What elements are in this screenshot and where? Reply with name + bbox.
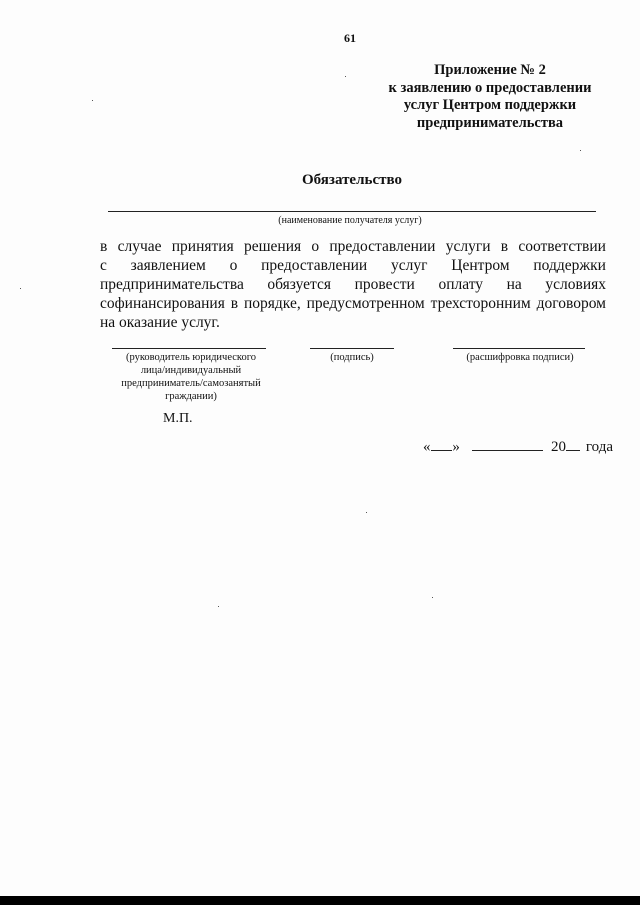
stamp-placeholder: М.П. <box>163 411 193 426</box>
body-word: трехсторонним <box>430 295 531 312</box>
body-word: обязуется <box>267 276 331 293</box>
commitment-text <box>100 237 606 332</box>
year-blank <box>566 437 580 451</box>
head-signature-line <box>112 348 266 349</box>
body-word: предоставлении <box>261 257 368 274</box>
body-word: соответствии <box>518 238 606 255</box>
head-caption-line-2: лица/индивидуальный <box>140 365 242 376</box>
signature-caption: (подпись) <box>330 352 374 363</box>
date-row <box>423 437 613 456</box>
body-word: о <box>311 238 320 255</box>
decoding-caption: (расшифровка подписи) <box>466 352 574 363</box>
scan-bottom-edge <box>0 896 640 905</box>
body-line <box>100 237 606 256</box>
appendix-line-3: услуг Центром поддержки <box>403 97 577 113</box>
scan-speck <box>92 100 93 101</box>
body-word: решения <box>243 238 302 255</box>
body-word: в <box>230 295 239 312</box>
document-title: Обязательство <box>302 172 402 188</box>
page-number: 61 <box>344 31 356 45</box>
body-word: с <box>100 257 107 274</box>
body-line <box>100 256 606 275</box>
day-blank <box>431 437 453 451</box>
body-word: на <box>506 276 522 293</box>
body-word: заявлением <box>130 257 206 274</box>
body-line <box>100 294 606 313</box>
body-word: предоставлении <box>329 238 436 255</box>
scan-speck <box>366 512 367 513</box>
body-word: предусмотренном <box>306 295 425 312</box>
head-caption-line-3: предприниматель/самозанятый <box>121 378 261 389</box>
scan-speck <box>20 288 21 289</box>
body-word: принятия <box>171 238 234 255</box>
head-caption-line-4: граждании) <box>165 391 217 402</box>
body-word: услуги <box>445 238 491 255</box>
appendix-title: Приложение № 2 <box>434 62 546 78</box>
year-suffix: года <box>585 439 613 455</box>
appendix-line-2: к заявлению о предоставлении <box>388 79 592 96</box>
head-caption <box>108 351 274 403</box>
recipient-caption: (наименование получателя услуг) <box>278 215 422 226</box>
body-last-line: на оказание услуг. <box>100 314 220 331</box>
body-word: Центром <box>451 257 510 274</box>
body-word: поддержки <box>533 257 606 274</box>
body-word: предпринимательства <box>100 276 244 293</box>
scan-speck <box>432 597 433 598</box>
year-prefix: 20 <box>551 439 567 455</box>
body-word: о <box>229 257 238 274</box>
appendix-line-4: предпринимательства <box>416 114 564 131</box>
decoding-line <box>453 348 585 349</box>
signature-line <box>310 348 394 349</box>
body-word: провести <box>354 276 415 293</box>
scan-speck <box>345 76 346 77</box>
body-word: оплату <box>438 276 484 293</box>
scan-speck <box>580 150 581 151</box>
body-word: договором <box>536 295 606 312</box>
appendix-header <box>360 62 620 132</box>
recipient-name-line <box>108 211 596 212</box>
body-word: в <box>500 238 509 255</box>
month-blank <box>472 437 543 451</box>
date-open-quote: « <box>423 439 431 455</box>
body-word: услуг <box>390 257 428 274</box>
body-word: софинансирования <box>100 295 225 312</box>
body-word: порядке, <box>244 295 301 312</box>
head-caption-line-1: (руководитель юридического <box>125 352 257 363</box>
scan-speck <box>218 606 219 607</box>
body-line <box>100 275 606 294</box>
body-word: в <box>100 238 108 255</box>
body-word: случае <box>117 238 162 255</box>
body-word: условиях <box>545 276 606 293</box>
date-close-quote: » <box>452 439 460 455</box>
